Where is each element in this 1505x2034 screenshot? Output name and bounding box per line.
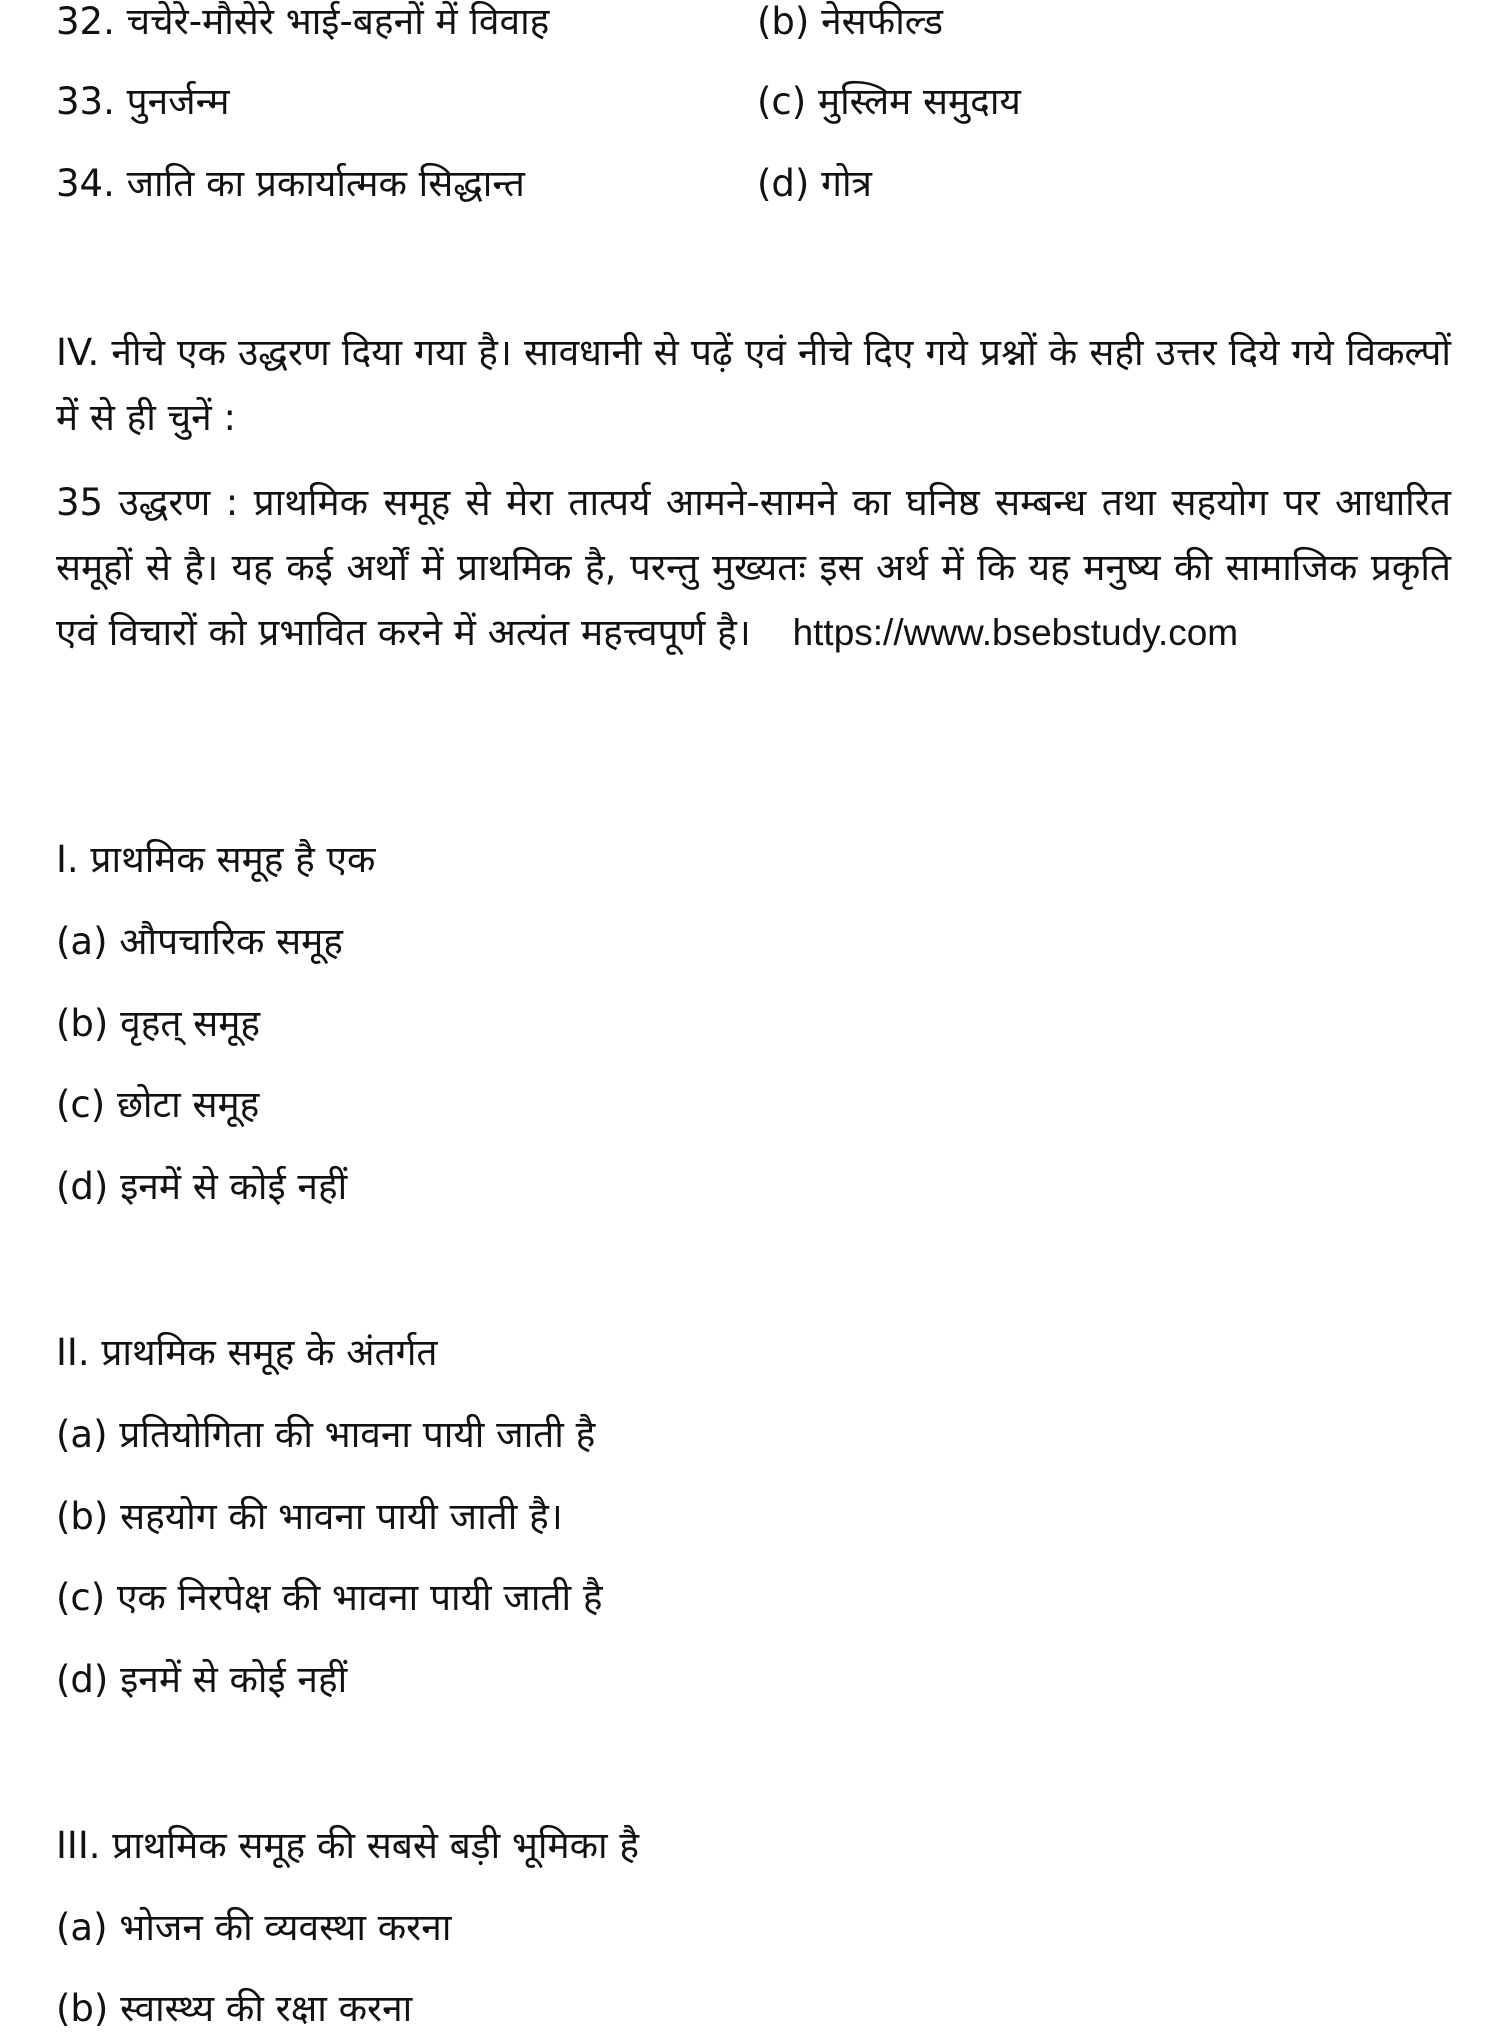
question-3-option-b: (b) स्वास्थ्य की रक्षा करना — [56, 1987, 413, 2030]
match-item-33: 33. पुनर्जन्म — [56, 80, 230, 123]
question-2-option-d: (d) इनमें से कोई नहीं — [56, 1658, 348, 1701]
question-2: II. प्राथमिक समूह के अंतर्गत — [56, 1331, 438, 1374]
match-option-c: (c) मुस्लिम समुदाय — [757, 80, 1021, 123]
match-option-b: (b) नेसफील्ड — [757, 0, 944, 43]
match-item-32: 32. चचेरे-मौसेरे भाई-बहनों में विवाह — [56, 0, 550, 43]
source-url: https://www.bsebstudy.com — [792, 612, 1239, 653]
match-item-34: 34. जाति का प्रकार्यात्मक सिद्धान्त — [56, 162, 525, 205]
question-1-option-d: (d) इनमें से कोई नहीं — [56, 1165, 348, 1208]
question-3-option-a: (a) भोजन की व्यवस्था करना — [56, 1906, 452, 1949]
question-2-option-a: (a) प्रतियोगिता की भावना पायी जाती है — [56, 1413, 596, 1456]
passage-text: 35 उद्धरण : प्राथमिक समूह से मेरा तात्पर्य आमने-सामने का घनिष्ठ सम्बन्ध तथा सहयोग पर आधारित समूहों से है। यह कई अर्थों में प्राथमिक है, परन्तु मुख्यतः इस अर्थ में कि यह मनुष्य की सामाजिक प्रकृति एवं विचारों को प्रभावित करने में अत्यंत महत्त्वपूर्ण है। — [56, 481, 1451, 654]
question-3: III. प्राथमिक समूह की सबसे बड़ी भूमिका है — [56, 1824, 640, 1867]
question-1-option-a: (a) औपचारिक समूह — [56, 920, 343, 963]
question-2-option-b: (b) सहयोग की भावना पायी जाती है। — [56, 1495, 563, 1538]
question-1: I. प्राथमिक समूह है एक — [56, 838, 376, 881]
passage — [56, 470, 1451, 665]
section-iv-instruction: IV. नीचे एक उद्धरण दिया गया है। सावधानी से पढ़ें एवं नीचे दिए गये प्रश्नों के सही उत्तर दिये गये विकल्पों में से ही चुनें : — [56, 331, 1451, 439]
question-1-option-c: (c) छोटा समूह — [56, 1083, 260, 1126]
match-option-d: (d) गोत्र — [757, 162, 872, 205]
question-2-option-c: (c) एक निरपेक्ष की भावना पायी जाती है — [56, 1576, 603, 1619]
question-1-option-b: (b) वृहत् समूह — [56, 1002, 260, 1045]
